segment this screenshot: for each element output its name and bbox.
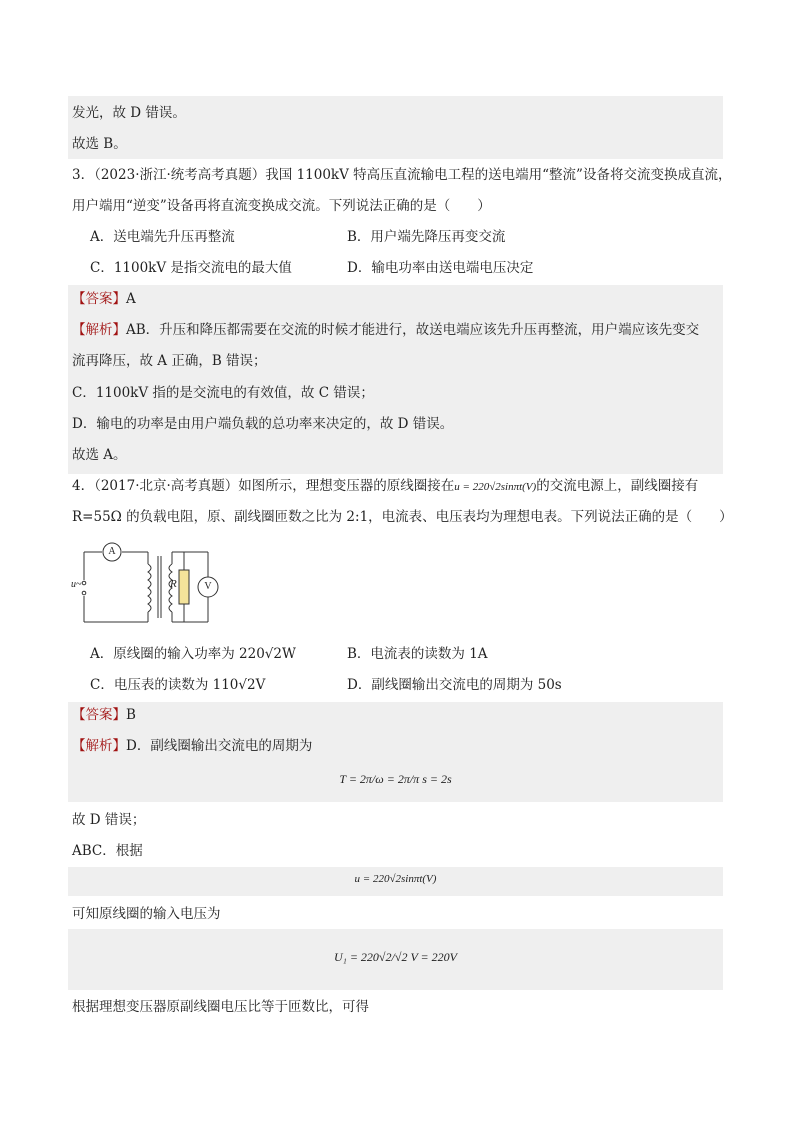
q4-answer: [72, 705, 136, 725]
q3-answer: [72, 289, 136, 309]
prev-analysis-tail: 发光，故 D 错误。: [72, 105, 186, 121]
q3-stem-line1: 3．（2023·浙江·统考高考真题）我国 1100kV 特高压直流输电工程的送电端用“整流”设备将交流变换成直流，: [72, 167, 732, 183]
q3-option-d: D．输电功率由送电端电压决定: [347, 260, 534, 276]
q3-analysis-line3: C．1100kV 指的是交流电的有效值，故 C 错误；: [72, 385, 374, 401]
q4-option-d: D．副线圈输出交流电的周期为 50s: [347, 677, 562, 693]
q4-option-a: A．原线圈的输入功率为 220√2W: [90, 646, 296, 662]
transformer-circuit-diagram: [72, 540, 222, 632]
voltmeter-symbol: V: [204, 581, 212, 592]
u-formula: u = 220√2sinπt(V): [354, 873, 437, 885]
prev-conclusion: 故选 B。: [72, 136, 127, 152]
q3-conclusion: 故选 A。: [72, 447, 127, 463]
q3-analysis-line2: 流再降压，故 A 正确，B 错误；: [72, 353, 267, 369]
period-formula: T = 2π/ω = 2π/π s = 2s: [339, 772, 452, 786]
u1-formula: U₁ = 220√2/√2 V = 220V: [334, 950, 457, 964]
resistor-label: R: [170, 578, 177, 590]
q3-answer-value: A: [126, 291, 136, 307]
q4-analysis-tag: 【解析】: [72, 738, 126, 754]
q4-after-period: 故 D 错误；: [72, 812, 146, 828]
q3-option-c: C．1100kV 是指交流电的最大值: [90, 260, 292, 276]
q3-analysis-line1: 【解析】AB．升压和降压都需要在交流的时候才能进行，故送电端应该先升压再整流，用户端应该先变交: [72, 322, 700, 338]
q4-option-b: B．电流表的读数为 1A: [347, 646, 488, 662]
q4-answer-tag: 【答案】: [72, 707, 126, 723]
q4-analysis-line1: 【解析】D．副线圈输出交流电的周期为: [72, 738, 313, 754]
q3-option-a: A．送电端先升压再整流: [90, 229, 235, 245]
q3-analysis-line4: D．输电的功率是由用户端负载的总功率来决定的，故 D 错误。: [72, 416, 454, 432]
q4-stem-formula: u = 220√2sinπt(V): [454, 481, 537, 493]
source-label: u~: [71, 579, 82, 590]
q4-input-voltage-line: 可知原线圈的输入电压为: [72, 906, 221, 922]
ammeter-symbol: A: [108, 546, 116, 557]
q3-option-b: B．用户端先降压再变交流: [347, 229, 506, 245]
q3-analysis-tag: 【解析】: [72, 322, 126, 338]
q3-stem-line2: 用户端用“逆变”设备再将直流变换成交流。下列说法正确的是（ ）: [72, 198, 491, 214]
q4-option-c: C．电压表的读数为 110√2V: [90, 677, 266, 693]
q4-ratio-line: 根据理想变压器原副线圈电压比等于匝数比，可得: [72, 999, 369, 1015]
q4-stem-line1: 4．（2017·北京·高考真题）如图所示，理想变压器的原线圈接在u = 220√2sinπt(V)的交流电源上，副线圈接有: [72, 478, 699, 494]
q3-answer-tag: 【答案】: [72, 291, 126, 307]
q4-abc-line: ABC．根据: [72, 843, 143, 859]
q4-answer-value: B: [126, 707, 136, 723]
q4-stem-line2: R=55Ω 的负载电阻，原、副线圈匝数之比为 2:1，电流表、电压表均为理想电表。下列说法正确的是（ ）: [72, 509, 733, 525]
q3-answer-block: [68, 285, 723, 474]
